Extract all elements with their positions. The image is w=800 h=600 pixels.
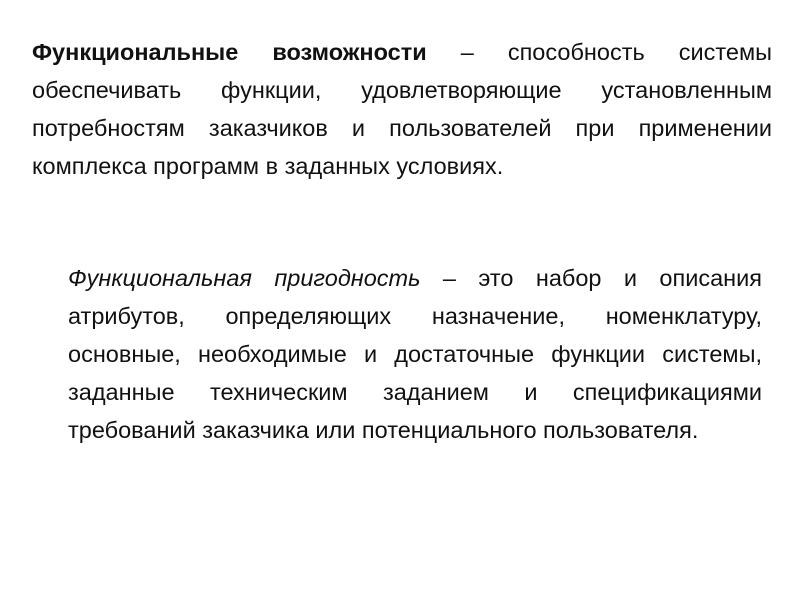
term-functional-suitability: Функциональная пригодность bbox=[68, 265, 421, 291]
definition-text-functional-suitability: – это набор и описания атрибутов, определяющих назначение, номенклатуру, основные, необходимые и достаточные функции системы, заданные техническим заданием и спецификациями требований заказчика или потенциального пользователя. bbox=[68, 265, 763, 443]
definition-functional-suitability bbox=[68, 259, 762, 449]
definition-functional-capabilities bbox=[32, 33, 772, 185]
term-functional-capabilities: Функциональные возможности bbox=[32, 39, 427, 65]
definition-text-functional-capabilities: – способность системы обеспечивать функции, удовлетворяющие установленным потребностям заказчиков и пользователей при применении комплекса программ в заданных условиях. bbox=[32, 39, 772, 179]
